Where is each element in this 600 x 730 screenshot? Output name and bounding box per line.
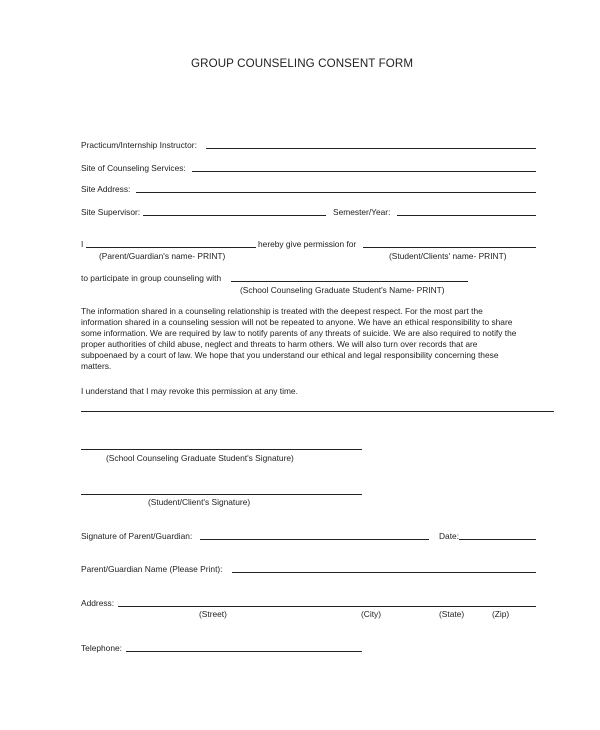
instructor-line[interactable] (206, 148, 536, 149)
telephone-label: Telephone: (81, 643, 122, 653)
paragraph-line: subpoenaed by a court of law. We hope that you understand our ethical and legal responsibility concerning these (81, 350, 499, 360)
grad-student-name-caption: (School Counseling Graduate Student's Name- PRINT) (240, 285, 445, 295)
form-title: GROUP COUNSELING CONSENT FORM (191, 57, 414, 70)
paragraph-line: proper authorities of child abuse, neglect and threats to harm others. We will also turn over records that are (81, 339, 478, 349)
parent-name-print-line[interactable] (232, 572, 536, 573)
grad-signature-line[interactable] (81, 449, 362, 450)
parent-name-caption: (Parent/Guardian's name- PRINT) (99, 251, 226, 261)
hereby-text: hereby give permission for (258, 239, 357, 249)
student-signature-line[interactable] (81, 494, 362, 495)
i-label: I (81, 239, 84, 249)
date-line[interactable] (459, 539, 536, 540)
site-services-label: Site of Counseling Services: (81, 163, 186, 173)
address-label: Address: (81, 598, 115, 608)
parent-name-print-label: Parent/Guardian Name (Please Print): (81, 564, 223, 574)
date-label: Date: (439, 531, 460, 541)
city-caption: (City) (361, 609, 382, 619)
parent-signature-line[interactable] (200, 539, 429, 540)
separator-line (81, 411, 554, 412)
parent-signature-label: Signature of Parent/Guardian: (81, 531, 193, 541)
telephone-line[interactable] (126, 651, 362, 652)
parent-name-line[interactable] (86, 247, 256, 248)
paragraph-line: matters. (81, 361, 112, 371)
site-supervisor-line[interactable] (143, 215, 326, 216)
student-name-caption: (Student/Clients' name- PRINT) (389, 251, 507, 261)
site-services-line[interactable] (192, 171, 536, 172)
site-address-label: Site Address: (81, 184, 131, 194)
participate-text: to participate in group counseling with (81, 273, 222, 283)
semester-year-label: Semester/Year: (333, 207, 391, 217)
confidentiality-paragraph (81, 306, 551, 372)
student-name-line[interactable] (363, 247, 536, 248)
semester-year-line[interactable] (397, 215, 536, 216)
paragraph-line: some information. We are required by law to notify parents of any threats of suicide. We are also required to notify the (81, 328, 517, 338)
instructor-label: Practicum/Internship Instructor: (81, 140, 197, 150)
state-caption: (State) (439, 609, 465, 619)
address-line[interactable] (118, 606, 536, 607)
grad-signature-caption: (School Counseling Graduate Student's Signature) (106, 453, 294, 463)
street-caption: (Street) (199, 609, 227, 619)
revoke-text: I understand that I may revoke this permission at any time. (81, 386, 298, 396)
student-signature-caption: (Student/Client's Signature) (148, 497, 251, 507)
site-address-line[interactable] (136, 192, 536, 193)
paragraph-line: The information shared in a counseling relationship is treated with the deepest respect. For the most part the (81, 306, 483, 316)
zip-caption: (Zip) (492, 609, 510, 619)
paragraph-line: information shared in a counseling session will not be repeated to anyone. We have an ethical responsibility to share (81, 317, 513, 327)
site-supervisor-label: Site Supervisor: (81, 207, 141, 217)
grad-student-name-line[interactable] (231, 281, 468, 282)
